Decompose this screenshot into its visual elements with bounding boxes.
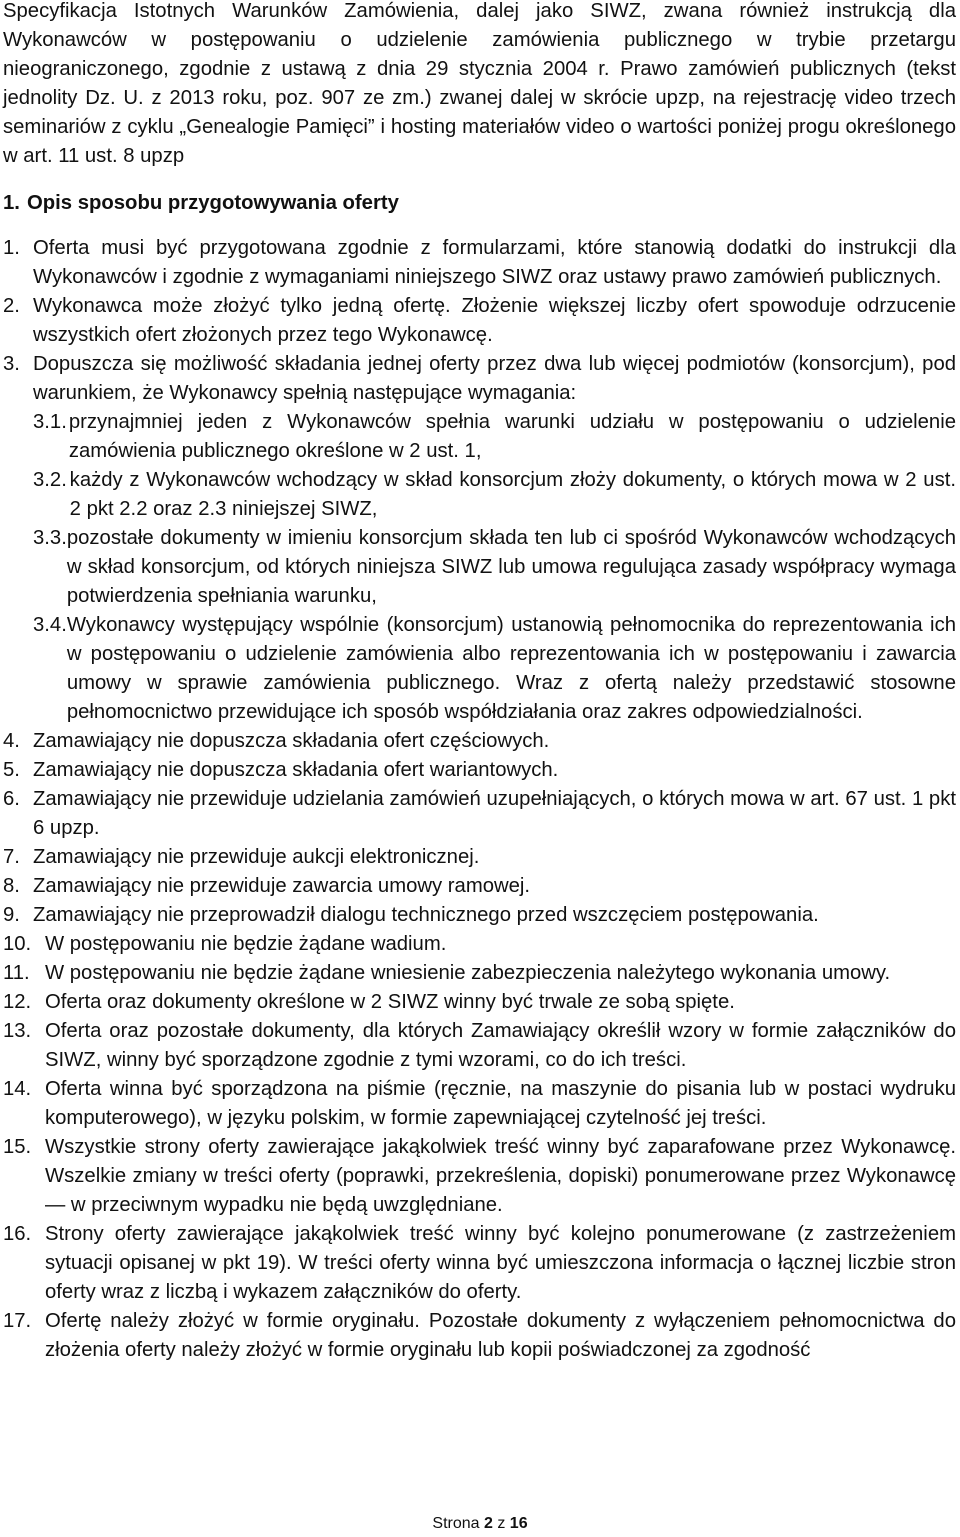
sub-list-item-number: 3.2. xyxy=(33,469,67,491)
list-item-text: Ofertę należy złożyć w formie oryginału. Pozostałe dokumenty z wyłączeniem pełnomocnictwa do złożenia oferty należy złożyć w formie oryginału lub kopii poświadczonej za zgodność xyxy=(45,1310,956,1361)
list-item xyxy=(3,1133,956,1220)
intro-paragraph: Specyfikacja Istotnych Warunków Zamówienia, dalej jako SIWZ, zwana również instrukcją dla Wykonawców w postępowaniu o udzielenie zamówienia publicznego w trybie przetargu nieograniczonego, zgodnie z ustawą z dnia 29 stycznia 2004 r. Prawo zamówień publicznych (tekst jednolity Dz. U. z 2013 roku, poz. 907 ze zm.) zwanej dalej w skrócie upzp, na rejestrację video trzech seminariów z cyklu „Genealogie Pamięci” i hosting materiałów video o wartości poniżej progu określonego w art. 11 ust. 8 upzp xyxy=(3,0,956,167)
list-item xyxy=(3,843,956,872)
section-heading-number: 1. xyxy=(3,192,20,214)
list-item-text: W postępowaniu nie będzie żądane wadium. xyxy=(45,933,447,955)
sub-list-item xyxy=(3,611,956,727)
list-item-text: Oferta musi być przygotowana zgodnie z formularzami, które stanowią dodatki do instrukcji dla Wykonawców i zgodnie z wymaganiami niniejszego SIWZ oraz ustawy prawo zamówień publicznych. xyxy=(33,237,956,288)
list-item-number: 9. xyxy=(3,904,20,926)
list-item xyxy=(3,234,956,292)
list-item-number: 3. xyxy=(3,353,20,375)
offer-rules-list xyxy=(3,234,956,1365)
list-item-number: 7. xyxy=(3,846,20,868)
list-item xyxy=(3,1075,956,1133)
sub-list-item xyxy=(3,466,956,524)
list-item-text: Zamawiający nie przeprowadził dialogu technicznego przed wszczęciem postępowania. xyxy=(33,904,819,926)
sub-list-item xyxy=(3,408,956,466)
list-item xyxy=(3,901,956,930)
list-item-number: 1. xyxy=(3,237,20,259)
sub-list-item-number: 3.1. xyxy=(33,411,67,433)
list-item-text: Zamawiający nie dopuszcza składania ofert częściowych. xyxy=(33,730,550,752)
sub-list-item-text: przynajmniej jeden z Wykonawców spełnia warunki udziału w postępowaniu o udzielenie zamówienia publicznego określone w 2 ust. 1, xyxy=(68,411,956,462)
footer-page-number: 2 xyxy=(483,1515,493,1532)
list-item-number: 17. xyxy=(3,1310,32,1332)
sub-list-item-text: Wykonawcy występujący wspólnie (konsorcjum) ustanowią pełnomocnika do reprezentowania ich w postępowaniu o udzielenie zamówienia albo reprezentowania ich w postępowaniu i zawarcia umowy w sprawie zamówienia publicznego. Wraz z ofertą należy przedstawić stosowne pełnomocnictwo przewidujące ich sposób współdziałania oraz zakres odpowiedzialności. xyxy=(66,614,956,723)
list-item-number: 10. xyxy=(3,933,32,955)
list-item xyxy=(3,756,956,785)
list-item-text: Zamawiający nie przewiduje zawarcia umowy ramowej. xyxy=(33,875,531,897)
list-item-number: 16. xyxy=(3,1223,32,1245)
list-item xyxy=(3,872,956,901)
list-item xyxy=(3,727,956,756)
list-item-text: Oferta oraz pozostałe dokumenty, dla których Zamawiający określił wzory w formie załączników do SIWZ, winny być sporządzone zgodnie z tymi wzorami, co do ich treści. xyxy=(45,1020,956,1071)
list-item xyxy=(3,785,956,843)
list-item-number: 15. xyxy=(3,1136,32,1158)
list-item-text: Strony oferty zawierające jakąkolwiek treść winny być kolejno ponumerowane (z zastrzeżeniem sytuacji opisanej w pkt 19). W treści oferty winna być umieszczona informacja o łącznej liczbie stron oferty wraz z liczbą i wykazem załączników do oferty. xyxy=(45,1223,956,1303)
list-item xyxy=(3,988,956,1017)
sub-list-item-number: 3.4. xyxy=(33,614,67,636)
list-item-number: 12. xyxy=(3,991,32,1013)
list-item-number: 8. xyxy=(3,875,20,897)
list-item-number: 2. xyxy=(3,295,20,317)
sub-list-item-text: pozostałe dokumenty w imieniu konsorcjum składa ten lub ci spośród Wykonawców wchodzących w skład konsorcjum, od których niniejsza SIWZ lub umowa regulująca zasady współpracy wymaga potwierdzenia spełniania warunku, xyxy=(66,527,956,607)
footer-separator: z xyxy=(497,1515,506,1532)
list-item-text: Wykonawca może złożyć tylko jedną ofertę. Złożenie większej liczby ofert spowoduje odrzucenie wszystkich ofert złożonych przez tego Wykonawcę. xyxy=(33,295,956,346)
sub-list-item-text: każdy z Wykonawców wchodzący w skład konsorcjum złoży dokumenty, o których mowa w 2 ust. 2 pkt 2.2 oraz 2.3 niniejszej SIWZ, xyxy=(69,469,956,520)
list-item xyxy=(3,930,956,959)
footer-page-total: 16 xyxy=(509,1515,528,1532)
list-item-number: 6. xyxy=(3,788,20,810)
list-item xyxy=(3,1017,956,1075)
list-item-text: Zamawiający nie przewiduje aukcji elektronicznej. xyxy=(33,846,480,868)
list-item-number: 11. xyxy=(3,962,30,984)
sub-list-item-number: 3.3. xyxy=(33,527,67,549)
list-item-text: Oferta oraz dokumenty określone w 2 SIWZ winny być trwale ze sobą spięte. xyxy=(45,991,735,1013)
list-item-number: 13. xyxy=(3,1020,32,1042)
list-item-text: W postępowaniu nie będzie żądane wniesienie zabezpieczenia należytego wykonania umowy. xyxy=(45,962,891,984)
list-item-number: 14. xyxy=(3,1078,32,1100)
document-page xyxy=(3,0,956,1365)
list-item-text: Zamawiający nie dopuszcza składania ofert wariantowych. xyxy=(33,759,559,781)
sub-list-item xyxy=(3,524,956,611)
list-item xyxy=(3,1220,956,1307)
list-item-text: Wszystkie strony oferty zawierające jakąkolwiek treść winny być zaparafowane przez Wykonawcę. Wszelkie zmiany w treści oferty (poprawki, przekreślenia, dopiski) ponumerowane przez Wykonawcę — w przeciwnym wypadku nie będą uwzględniane. xyxy=(45,1136,956,1216)
footer-page-label: Strona xyxy=(432,1515,480,1532)
section-heading xyxy=(3,189,956,218)
section-heading-title: Opis sposobu przygotowywania oferty xyxy=(27,192,399,214)
list-item xyxy=(3,292,956,350)
list-item xyxy=(3,350,956,408)
page-footer xyxy=(0,1514,960,1534)
list-item-number: 5. xyxy=(3,759,20,781)
list-item-text: Oferta winna być sporządzona na piśmie (ręcznie, na maszynie do pisania lub w postaci wydruku komputerowego), w języku polskim, w formie zapewniającej czytelność jej treści. xyxy=(45,1078,956,1129)
list-item-text: Dopuszcza się możliwość składania jednej oferty przez dwa lub więcej podmiotów (konsorcjum), pod warunkiem, że Wykonawcy spełnią następujące wymagania: xyxy=(33,353,956,404)
list-item-text: Zamawiający nie przewiduje udzielania zamówień uzupełniających, o których mowa w art. 67 ust. 1 pkt 6 upzp. xyxy=(33,788,956,839)
list-item xyxy=(3,1307,956,1365)
list-item xyxy=(3,959,956,988)
list-item-number: 4. xyxy=(3,730,20,752)
